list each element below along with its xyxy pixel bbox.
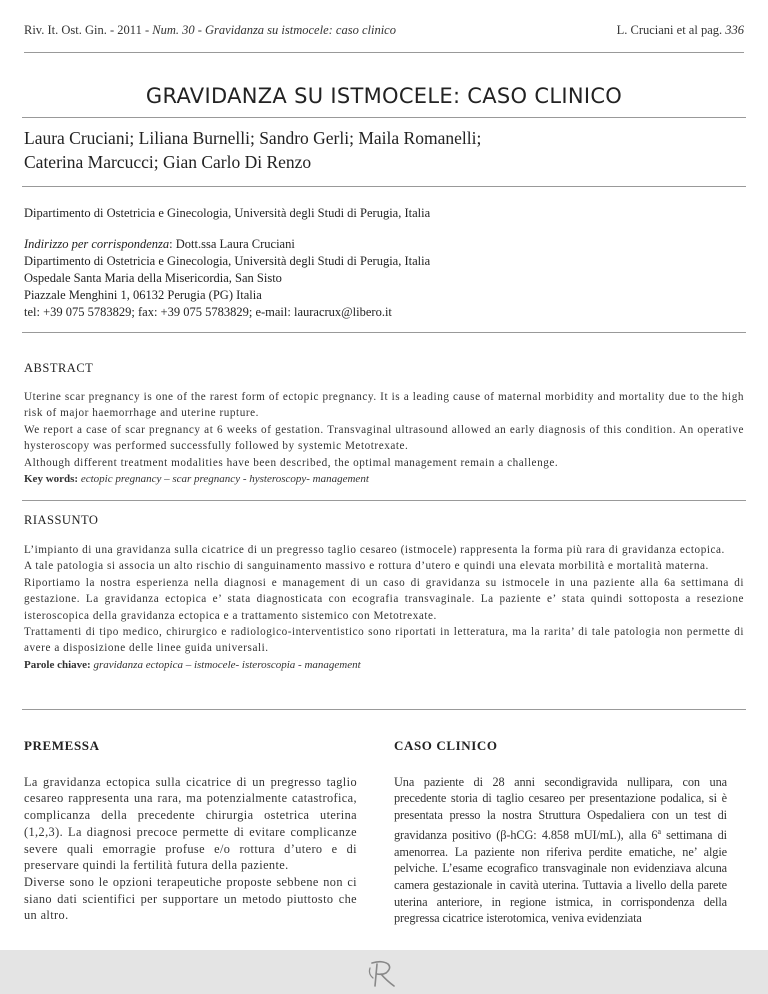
page-number: 336 <box>725 23 744 37</box>
riassunto-paragraph: Riportiamo la nostra esperienza nella diagnosi e management di un caso di gravidanza su istmocele in una paziente alla 6a settimana di gestazione. La gravidanza ectopica e’ stata diagnosticata con ecografia transvaginale. La paziente e’ stata quindi sottoposta a resezione isteroscopica della gravidanza ectopica e a trattamento sistemico con Metotrexate. <box>24 576 744 622</box>
divider <box>22 500 746 501</box>
running-header <box>24 0 744 53</box>
parole-chiave <box>24 657 744 673</box>
correspondence-name: : Dott.ssa Laura Cruciani <box>169 237 295 251</box>
author-list <box>24 126 724 174</box>
divider <box>22 186 746 187</box>
author-line: Caterina Marcucci; Gian Carlo Di Renzo <box>24 152 312 172</box>
premessa-paragraph: Diverse sono le opzioni terapeutiche proposte sebbene non ci siano dati scientifici per supportare un metodo piuttosto che un altro. <box>24 874 357 923</box>
header-authors: L. Cruciani et al pag. <box>616 23 726 37</box>
riassunto-paragraph: A tale patologia si associa un alto rischio di sanguinamento massivo e rottura d’utero e quindi una elevata morbilità e mortalità materna. <box>24 560 709 573</box>
page-footer <box>0 950 768 994</box>
divider <box>22 332 746 333</box>
caso-clinico-paragraph <box>394 774 727 927</box>
column-right <box>394 738 727 927</box>
author-line: Laura Cruciani; Liliana Burnelli; Sandro Gerli; Maila Romanelli; <box>24 128 482 148</box>
correspondence-line: Ospedale Santa Maria della Misericordia, San Sisto <box>24 271 282 285</box>
keywords-label: Key words: <box>24 473 81 486</box>
keywords-text: ectopic pregnancy – scar pregnancy - hysteroscopy- management <box>80 473 369 486</box>
abstract-body <box>24 389 744 487</box>
correspondence <box>24 236 430 321</box>
caso-clinico-text: settimana di amenorrea. La paziente non riferiva perdite ematiche, ne’ algie pelviche. L’esame ecografico transvaginale non evidenziava alcuna camera gestazionale in cavità uterina. Tuttavia a livello della parete uterina anteriore, in regione istmica, in corrispondenza della pregressa cicatrice isterotomica, veniva evidenziata <box>394 827 727 926</box>
premessa-heading: PREMESSA <box>24 738 100 753</box>
affiliation: Dipartimento di Ostetricia e Ginecologia, Università degli Studi di Perugia, Italia <box>24 206 431 220</box>
caso-clinico-heading: CASO CLINICO <box>394 738 498 753</box>
superscript: a <box>657 826 661 836</box>
column-left <box>24 738 357 924</box>
abstract-paragraph: Uterine scar pregnancy is one of the rarest form of ectopic pregnancy. It is a leading cause of maternal morbidity and mortality due to the high risk of major haemorrhage and uterine rupture. <box>24 391 744 420</box>
divider <box>22 117 746 118</box>
riassunto-paragraph: L’impianto di una gravidanza sulla cicatrice di un pregresso taglio cesareo (istmocele) rappresenta la forma più rara di gravidanza ectopica. <box>24 544 725 556</box>
correspondence-line: Piazzale Menghini 1, 06132 Perugia (PG) Italia <box>24 288 262 302</box>
riassunto-heading: RIASSUNTO <box>24 513 99 527</box>
keywords <box>24 471 744 487</box>
abstract-heading: ABSTRACT <box>24 361 94 375</box>
parole-chiave-text: gravidanza ectopica – istmocele- isteroscopia - management <box>93 658 361 671</box>
article-title: GRAVIDANZA SU ISTMOCELE: CASO CLINICO <box>145 84 623 108</box>
issue-info: Num. 30 - Gravidanza su istmocele: caso clinico <box>152 23 396 37</box>
abstract-paragraph: We report a case of scar pregnancy at 6 weeks of gestation. Transvaginal ultrasound allowed an early diagnosis of this condition. An operative hysteroscopy was performed successfully followed by systemic Metotrexate. <box>24 423 744 453</box>
riassunto-paragraph: Trattamenti di tipo medico, chirurgico e radiologico-interventistico sono riportati in letteratura, ma la rarita’ di tale patologia non permette di avere a disposizione delle linee guida universali. <box>24 626 744 655</box>
journal-name: Riv. It. Ost. Gin. - 2011 - <box>24 23 153 37</box>
header-authors-page <box>617 23 744 38</box>
parole-chiave-label: Parole chiave: <box>24 658 94 671</box>
correspondence-label: Indirizzo per corrispondenza <box>24 237 170 251</box>
header-citation <box>24 23 396 38</box>
premessa-paragraph: La gravidanza ectopica sulla cicatrice di un pregresso taglio cesareo rappresenta una rara, ma potenzialmente catastrofica, complicanza della precedente chirurgia ostetrica uterina (1,2,3). La diagnosi precoce permette di evitare complicanze severe quali emorragie profuse e/o rottura d’utero e di preservare quindi la fertilità futura della paziente. <box>24 774 357 873</box>
r-logo-icon <box>364 960 400 990</box>
divider <box>22 709 746 710</box>
correspondence-contact: tel: +39 075 5783829; fax: +39 075 5783829; e-mail: lauracrux@libero.it <box>24 305 392 319</box>
abstract-paragraph: Although different treatment modalities have been described, the optimal management remain a challenge. <box>24 456 559 469</box>
correspondence-line: Dipartimento di Ostetricia e Ginecologia, Università degli Studi di Perugia, Italia <box>24 254 431 268</box>
riassunto-body <box>24 542 744 673</box>
caso-clinico-text: Una paziente di 28 anni secondigravida nullipara, con una precedente storia di taglio cesareo per presentazione podalica, si è presentata presso la nostra Struttura Ospedaliera con un test di gravidanza positivo (β-hCG: 4.858 mUI/mL), alla 6 <box>394 774 727 842</box>
